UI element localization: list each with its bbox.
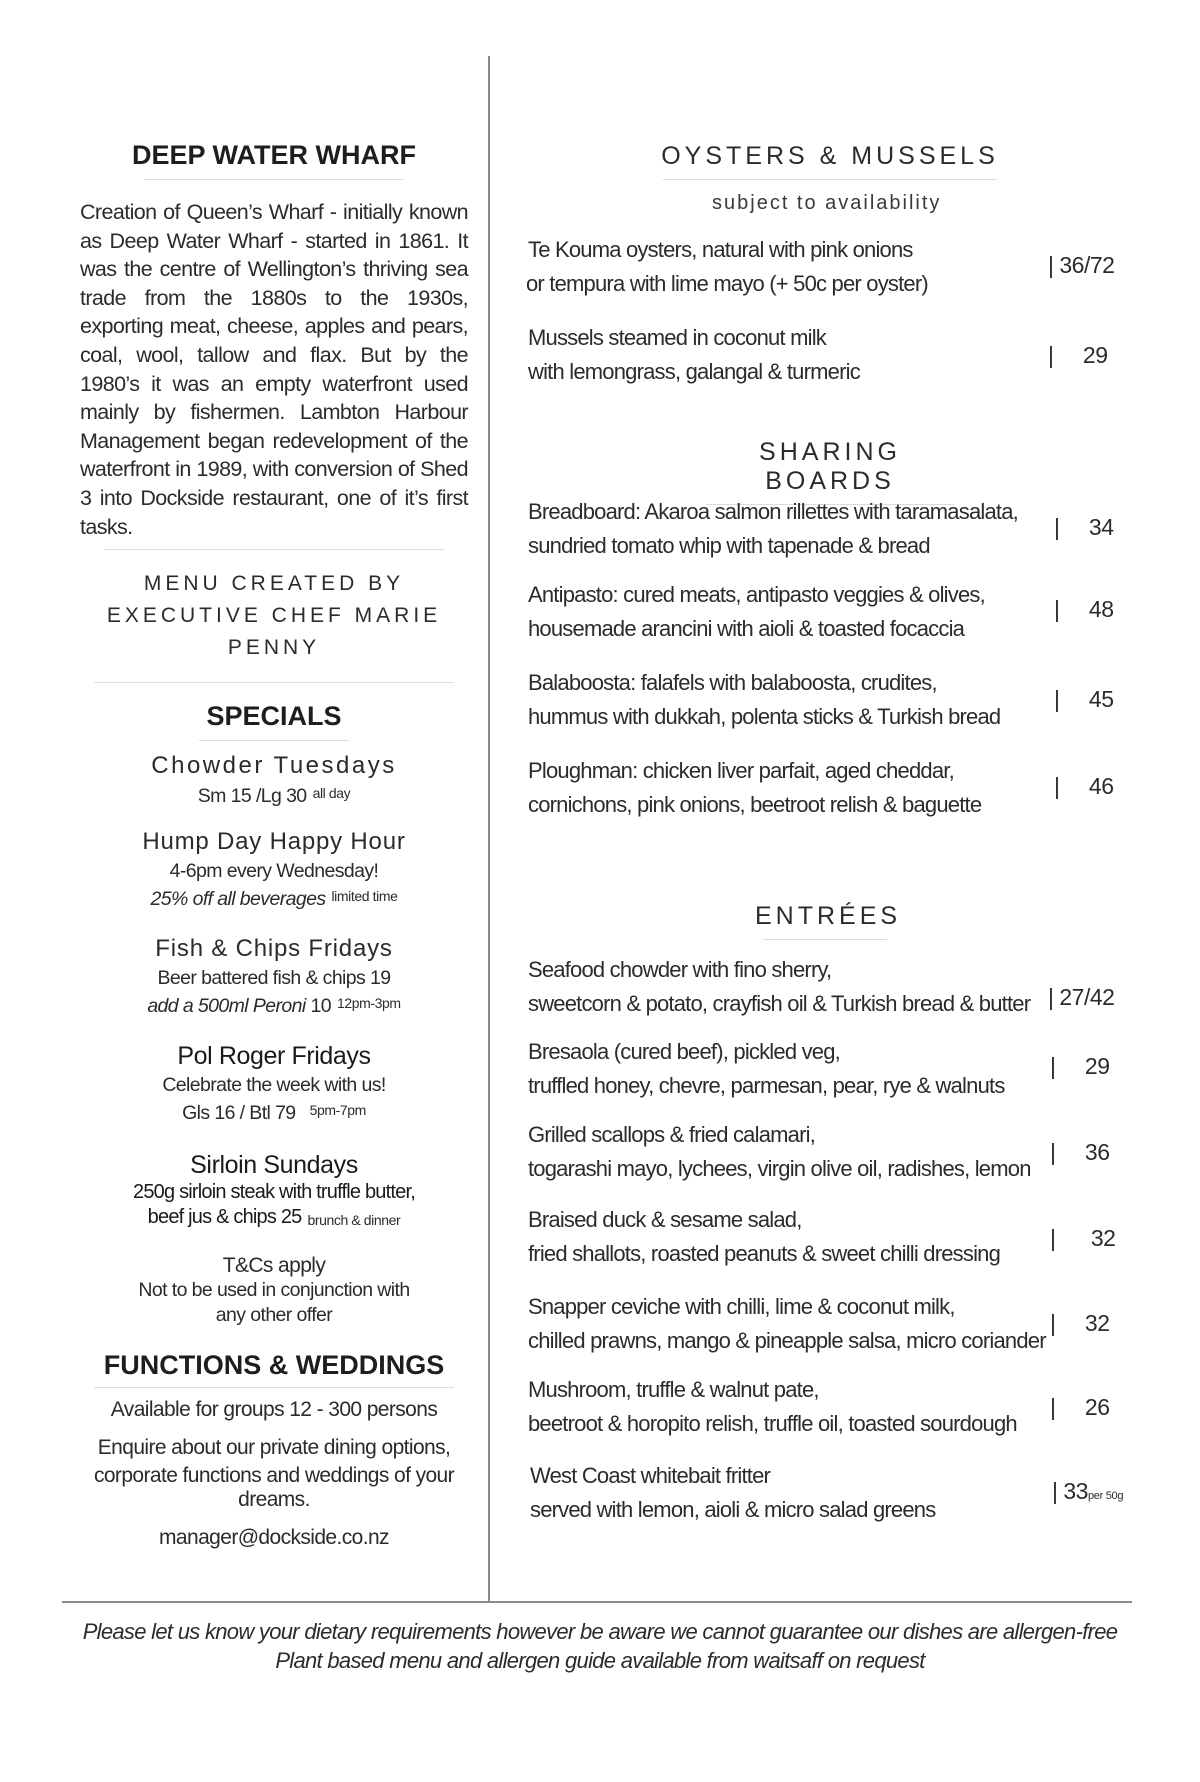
menu-item-braised-duck [528,1203,1128,1271]
oysters-title-rule [663,179,997,180]
oysters-subtitle: subject to availability [712,192,942,214]
special-line: Beer battered fish & chips 19 [157,967,391,990]
special-line-2: add a 500ml Peroni 10 $^{12pm-3pm}$ [147,995,401,1018]
special-title: Chowder Tuesdays [151,752,397,780]
item-description: housemade arancini with aioli & toasted focaccia [528,616,965,641]
special-sirloin [78,1150,470,1233]
item-description: togarashi mayo, lychees, virgin olive oil, radishes, lemon [528,1156,1031,1181]
chef-rule [94,682,454,683]
terms-title: T&Cs apply [222,1254,326,1278]
item-price: | 32 [1050,1310,1110,1336]
functions-email-link[interactable]: manager@dockside.co.nz [159,1526,389,1550]
item-description: fried shallots, roasted peanuts & sweet chilli dressing [528,1241,1001,1266]
item-name: Balaboosta: falafels with balaboosta, crudites, [528,670,937,695]
special-title: Hump Day Happy Hour [142,828,406,856]
special-chowder [78,751,470,809]
functions-rule [94,1387,454,1388]
item-name: Antipasto: cured meats, antipasto veggies & olives, [528,582,985,607]
special-note: limited time [331,888,398,905]
item-price: | 29 [1050,1053,1110,1079]
history-title-rule [144,179,404,180]
functions-enquire-2: corporate functions and weddings of your [93,1464,455,1488]
special-terms [78,1253,470,1328]
special-note: brunch & dinner [307,1212,401,1229]
item-description: served with lemon, aioli & micro salad greens [530,1497,936,1522]
menu-item-seafood-chowder [528,953,1128,1021]
history-rule [104,549,444,550]
item-description: hummus with dukkah, polenta sticks & Turkish bread [528,704,1001,729]
chef-credit [78,568,470,664]
functions-enquire-3: dreams. [238,1488,310,1512]
terms-line: Not to be used in conjunction with [138,1279,410,1302]
item-name: Braised duck & sesame salad, [528,1207,802,1232]
special-line-2: beef jus & chips 25 brunch & dinner [147,1206,401,1229]
item-description: sweetcorn & potato, crayfish oil & Turkish bread & butter [528,991,1031,1016]
item-price: | 48 [1054,596,1114,622]
sharing-boards-title: SHARING BOARDS [700,438,960,505]
history-text: Creation of Queen’s Wharf - initially known as Deep Water Wharf - started in 1861. It was the centre of Wellington’s thriving sea trade from the 1880s to the 1930s, exporting meat, cheese, apples and pears, coal, wool, tallow and flax. But by the 1980’s it was an empty waterfront used mainly by fishermen. Lambton Harbour Management began redevelopment of the waterfront in 1989, with conversion of Shed 3 into Dockside restaurant, one of it’s first tasks. [80,200,468,539]
special-line: Sm 15 /Lg 30 $^{all day}$ [197,785,351,808]
left-column [78,140,470,1550]
item-description: cornichons, pink onions, beetroot relish & baguette [528,792,982,817]
special-note: 12pm-3pm [336,995,401,1012]
chef-line-1: MENU CREATED BY [143,572,405,596]
special-line-2: Gls 16 / Btl 79 $^{5pm-7pm}$ [182,1102,366,1125]
menu-item-mushroom-pate [528,1373,1128,1441]
item-name: Bresaola (cured beef), pickled veg, [528,1039,840,1064]
item-description: with lemongrass, galangal & turmeric [528,359,860,384]
entrees-title-rule [763,939,887,940]
history-title: DEEP WATER WHARF [131,140,416,170]
oysters-title: OYSTERS & MUSSELS [660,142,1000,180]
special-line-2: 25% off all beverages $^{limited time}$ [150,888,398,911]
item-price: | 36 [1050,1139,1110,1165]
item-name: West Coast whitebait fritter [530,1463,771,1488]
price-note: per 50g [1087,1490,1124,1502]
item-name: Mussels steamed in coconut milk [528,325,826,350]
special-note: 5pm-7pm [309,1102,366,1119]
item-name: Mushroom, truffle & walnut pate, [528,1377,819,1402]
functions-enquire: Enquire about our private dining options, [97,1436,451,1460]
item-price: | 26 [1050,1394,1110,1420]
item-name: Seafood chowder with fino sherry, [528,957,832,982]
special-pol-roger [78,1041,470,1126]
item-price: | 34 [1054,514,1114,540]
column-divider [488,56,490,1602]
specials-title: SPECIALS [206,701,342,732]
item-price: | 29 [1048,342,1108,368]
item-description: or tempura with lime mayo (+ 50c per oyster) [526,271,928,296]
chef-line-2: EXECUTIVE CHEF MARIE PENNY [106,604,442,660]
entrees-title: ENTRÉES [755,902,895,940]
plant-based-notice: Plant based menu and allergen guide available from waitsaff on request [275,1648,925,1673]
item-price: | 32 [1050,1225,1116,1251]
item-price: | 36/72 [1048,252,1115,278]
terms-line-2: any other offer [215,1304,333,1327]
functions-title: FUNCTIONS & WEDDINGS [103,1350,445,1381]
footer-divider [62,1601,1132,1603]
item-description: sundried tomato whip with tapenade & bread [528,533,930,558]
menu-item-snapper-ceviche [528,1290,1128,1358]
menu-item-ploughman [528,754,1128,822]
special-line: 4-6pm every Wednesday! [169,860,379,883]
menu-item-mussels [528,321,1128,389]
item-price: | 27/42 [1048,984,1115,1010]
item-price: | 33per 50g [1052,1478,1124,1504]
menu-item-breadboard [528,495,1128,563]
item-name: Ploughman: chicken liver parfait, aged cheddar, [528,758,954,783]
special-title: Pol Roger Fridays [177,1042,371,1071]
dietary-notice: Please let us know your dietary requirements however be aware we cannot guarantee our dishes are allergen-free [82,1619,1118,1644]
item-description: beetroot & horopito relish, truffle oil, toasted sourdough [528,1411,1017,1436]
menu-item-bresaola [528,1035,1128,1103]
item-name: Te Kouma oysters, natural with pink onions [528,237,913,262]
menu-item-balaboosta [528,666,1128,734]
item-price: | 46 [1054,773,1114,799]
item-name: Grilled scallops & fried calamari, [528,1122,816,1147]
menu-item-te-kouma-oysters [528,233,1128,301]
special-note: all day [312,785,351,802]
special-hump-day [78,827,470,912]
item-description: chilled prawns, mango & pineapple salsa, micro coriander [528,1328,1046,1353]
menu-item-whitebait-fritter [530,1459,1130,1527]
special-line: 250g sirloin steak with truffle butter, [133,1181,415,1204]
item-name: Snapper ceviche with chilli, lime & coconut milk, [528,1294,955,1319]
special-fish-chips [78,934,470,1019]
specials-rule [199,740,349,741]
item-description: truffled honey, chevre, parmesan, pear, rye & walnuts [528,1073,1005,1098]
menu-item-scallops-calamari [528,1118,1128,1186]
special-line: Celebrate the week with us! [162,1074,386,1097]
functions-groups: Available for groups 12 - 300 persons [110,1398,438,1422]
special-title: Fish & Chips Fridays [155,935,393,963]
menu-item-antipasto [528,578,1128,646]
item-name: Breadboard: Akaroa salmon rillettes with taramasalata, [528,499,1018,524]
item-price: | 45 [1054,686,1114,712]
special-title: Sirloin Sundays [190,1151,358,1180]
